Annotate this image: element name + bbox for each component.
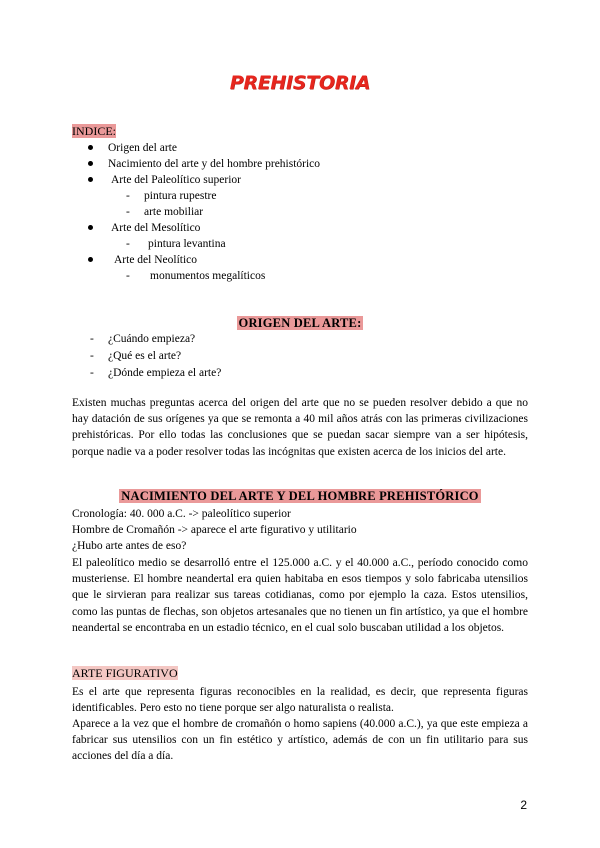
page-title: PREHISTORIA xyxy=(229,72,371,94)
section-heading-origen xyxy=(0,316,600,331)
question-text: ¿Cuándo empieza? xyxy=(108,333,196,345)
toc-subitem-text: monumentos megalíticos xyxy=(150,270,266,282)
subheading-figurativo xyxy=(72,666,178,681)
toc-item-text: Arte del Neolítico xyxy=(114,254,198,266)
index-label xyxy=(72,124,116,139)
bullet-icon xyxy=(88,161,93,166)
toc-item xyxy=(72,220,532,236)
bullet-icon xyxy=(88,177,93,182)
toc-item xyxy=(72,156,532,172)
toc-subitem xyxy=(72,268,532,284)
toc-subitem xyxy=(72,236,532,252)
bullet-icon xyxy=(88,145,93,150)
toc-item xyxy=(72,252,532,268)
bullet-icon xyxy=(88,225,93,230)
table-of-contents xyxy=(72,140,532,284)
toc-item xyxy=(72,172,532,188)
page-number: 2 xyxy=(520,798,527,812)
nacimiento-lines xyxy=(72,506,528,554)
section-heading-text: ORIGEN DEL ARTE: xyxy=(238,316,362,330)
figurativo-paragraph-1: Es el arte que representa figuras reconocibles en la realidad, es decir, que representa figuras identificables. Pero esto no tiene porque ser algo naturalista o realista. xyxy=(72,686,528,715)
toc-item-text: Arte del Mesolítico xyxy=(111,222,201,234)
subheading-text: ARTE FIGURATIVO xyxy=(72,666,178,680)
dash-icon: - xyxy=(90,350,94,362)
section-heading-text: NACIMIENTO DEL ARTE Y DEL HOMBRE PREHISTÓRICO xyxy=(121,489,479,503)
dash-icon: - xyxy=(126,206,130,218)
toc-item-text: Nacimiento del arte y del hombre prehistórico xyxy=(108,158,321,170)
origen-paragraph: Existen muchas preguntas acerca del origen del arte que no se pueden resolver debido a que no hay datación de sus orígenes ya que se remonta a 40 mil años atrás con las primeras civilizaciones prehistóricas. Por ello todas las conclusiones que se puedan sacar siempre van a ser hipótesis, porque nadie va a poder resolver todas las incógnitas que existen acerca de los inicios del arte. xyxy=(72,397,528,458)
toc-item-text: Arte del Paleolítico superior xyxy=(111,174,241,186)
toc-item-text: Origen del arte xyxy=(108,142,177,154)
toc-item xyxy=(72,140,532,156)
dash-icon: - xyxy=(90,333,94,345)
cromanon-line: Hombre de Cromañón -> aparece el arte figurativo y utilitario xyxy=(72,524,357,536)
toc-subitem xyxy=(72,204,532,220)
toc-subitem-text: pintura levantina xyxy=(148,238,226,250)
toc-subitem-text: arte mobiliar xyxy=(144,206,204,218)
figurativo-paragraph-2: Aparece a la vez que el hombre de cromañón o homo sapiens (40.000 a.C.), ya que este empieza a fabricar sus utensilios con un fin estético y artístico, además de con un fin utilitario para sus acciones del día a día. xyxy=(72,718,528,763)
dash-icon: - xyxy=(126,238,130,250)
dash-icon: - xyxy=(126,190,130,202)
question-line: ¿Hubo arte antes de eso? xyxy=(72,540,187,552)
nacimiento-paragraph: El paleolítico medio se desarrolló entre el 125.000 a.C. y el 40.000 a.C., período conocido como musteriense. El hombre neandertal era quien habitaba en esos tiempos y solo fabricaba utensilios que le sirvieran para realizar sus tareas cotidianas, como por ejemplo la caza. Estos utensilios, como las puntas de flechas, son objetos artesanales que no tienen un fin artístico, ya que el hombre neandertal se encontraba en un estadio técnico, en el cual solo buscaban utilidad a los objetos. xyxy=(72,557,528,634)
section-heading-nacimiento xyxy=(0,489,600,504)
dash-icon: - xyxy=(90,367,94,379)
dash-icon: - xyxy=(126,270,130,282)
index-label-text: INDICE: xyxy=(72,124,116,138)
chronology-line: Cronología: 40. 000 a.C. -> paleolítico superior xyxy=(72,508,291,520)
question-text: ¿Dónde empieza el arte? xyxy=(108,367,222,379)
bullet-icon xyxy=(88,257,93,262)
question-text: ¿Qué es el arte? xyxy=(108,350,182,362)
toc-subitem-text: pintura rupestre xyxy=(144,190,217,202)
toc-subitem xyxy=(72,188,532,204)
